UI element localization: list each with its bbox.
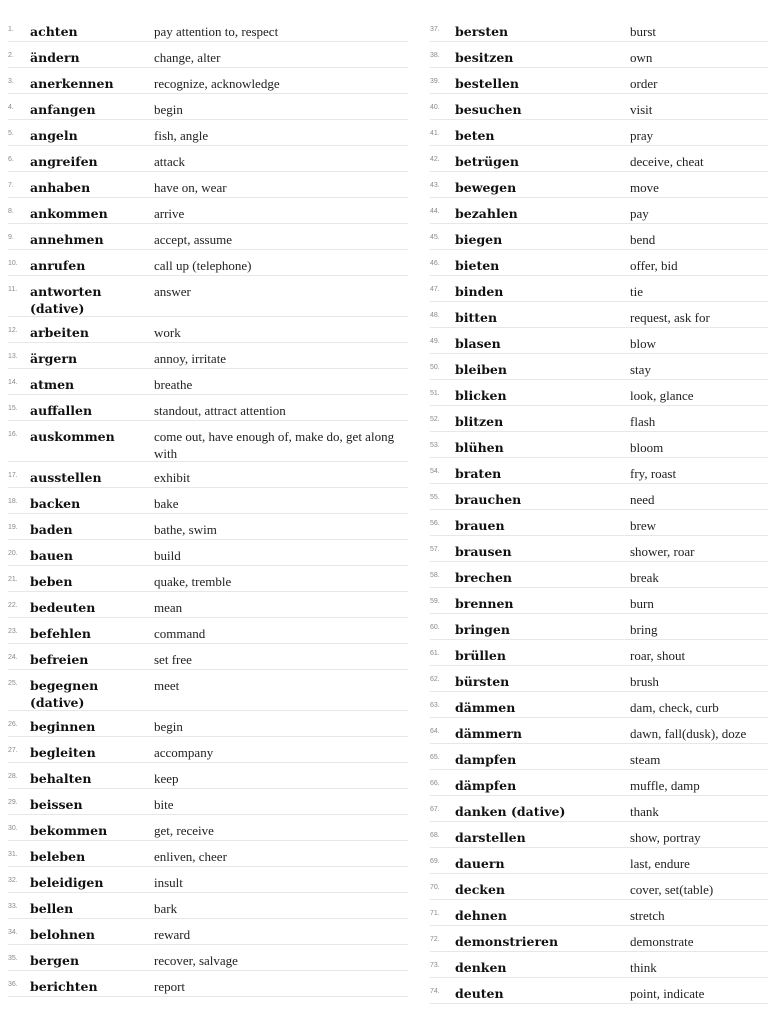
german-verb: beben (30, 574, 73, 589)
english-translation: shower, roar (630, 544, 695, 559)
verb-number: 19. (8, 524, 18, 531)
verb-row (430, 250, 768, 276)
verb-number: 59. (430, 598, 440, 605)
verb-number: 16. (8, 431, 18, 438)
english-translation: demonstrate (630, 934, 694, 949)
verb-number: 69. (430, 858, 440, 865)
german-verb: biegen (455, 232, 503, 247)
verb-number: 56. (430, 520, 440, 527)
english-translation: answer (154, 284, 191, 299)
verb-number: 43. (430, 182, 440, 189)
german-verb: bleiben (455, 362, 507, 377)
verb-number: 8. (8, 208, 14, 215)
german-verb: danken (dative) (455, 804, 566, 819)
verb-number: 45. (430, 234, 440, 241)
german-verb: bersten (455, 24, 509, 39)
verb-row (430, 562, 768, 588)
german-verb: auskommen (30, 429, 115, 444)
english-translation: enliven, cheer (154, 849, 227, 864)
verb-number: 28. (8, 773, 18, 780)
english-translation: work (154, 325, 181, 340)
verb-row (8, 488, 408, 514)
english-translation: burst (630, 24, 656, 39)
verb-number: 71. (430, 910, 440, 917)
verb-row (8, 94, 408, 120)
english-translation: move (630, 180, 659, 195)
verb-number: 73. (430, 962, 440, 969)
german-verb: bauen (30, 548, 73, 563)
verb-number: 31. (8, 851, 18, 858)
german-verb: decken (455, 882, 506, 897)
verb-number: 6. (8, 156, 14, 163)
verb-row (430, 276, 768, 302)
verb-number: 48. (430, 312, 440, 319)
verb-row (8, 514, 408, 540)
verb-number: 57. (430, 546, 440, 553)
english-translation: last, endure (630, 856, 690, 871)
english-translation: bathe, swim (154, 522, 217, 537)
german-verb: baden (30, 522, 73, 537)
verb-number: 52. (430, 416, 440, 423)
english-translation: bend (630, 232, 656, 247)
english-translation: bring (630, 622, 658, 637)
verb-number: 11. (8, 286, 18, 293)
german-verb: bedeuten (30, 600, 96, 615)
verb-number: 51. (430, 390, 440, 397)
german-verb: anrufen (30, 258, 86, 273)
verb-row (430, 614, 768, 640)
verb-row (430, 978, 768, 1004)
english-translation: have on, wear (154, 180, 227, 195)
german-verb: dauern (455, 856, 505, 871)
german-verb: brechen (455, 570, 513, 585)
verb-row (430, 354, 768, 380)
english-translation: bake (154, 496, 179, 511)
verb-number: 22. (8, 602, 18, 609)
verb-row (430, 926, 768, 952)
verb-row (8, 395, 408, 421)
verb-row (430, 666, 768, 692)
english-translation: bite (154, 797, 174, 812)
verb-number: 23. (8, 628, 18, 635)
german-verb: atmen (30, 377, 75, 392)
english-translation: accompany (154, 745, 214, 760)
english-translation: roar, shout (630, 648, 686, 663)
english-translation: standout, attract attention (154, 403, 286, 418)
english-translation: stretch (630, 908, 665, 923)
english-translation: recognize, acknowledge (154, 76, 280, 91)
verb-row (430, 718, 768, 744)
verb-row (8, 172, 408, 198)
verb-number: 47. (430, 286, 440, 293)
verb-row (8, 16, 408, 42)
verb-row (430, 302, 768, 328)
verb-row (430, 536, 768, 562)
verb-row (430, 952, 768, 978)
verb-row (8, 250, 408, 276)
english-translation: pray (630, 128, 654, 143)
german-verb: dehnen (455, 908, 507, 923)
english-translation: exhibit (154, 470, 191, 485)
german-verb: befreien (30, 652, 89, 667)
german-verb: ärgern (30, 351, 78, 366)
verb-number: 53. (430, 442, 440, 449)
german-verb: bezahlen (455, 206, 518, 221)
verb-number: 9. (8, 234, 14, 241)
german-verb: binden (455, 284, 504, 299)
verb-column-right (430, 16, 768, 1004)
german-verb: beten (455, 128, 495, 143)
english-translation: request, ask for (630, 310, 710, 325)
verb-number: 36. (8, 981, 18, 988)
german-verb: backen (30, 496, 81, 511)
german-verb: blasen (455, 336, 501, 351)
verb-number: 38. (430, 52, 440, 59)
verb-row (430, 744, 768, 770)
verb-row (430, 94, 768, 120)
german-verb: begleiten (30, 745, 96, 760)
verb-number: 21. (8, 576, 18, 583)
verb-row (8, 566, 408, 592)
english-translation: show, portray (630, 830, 701, 845)
german-verb: brauchen (455, 492, 522, 507)
verb-row (430, 484, 768, 510)
english-translation: pay attention to, respect (154, 24, 279, 39)
english-translation: quake, tremble (154, 574, 232, 589)
verb-number: 40. (430, 104, 440, 111)
german-verb: bekommen (30, 823, 108, 838)
verb-number: 50. (430, 364, 440, 371)
english-translation: dawn, fall(dusk), doze (630, 726, 747, 741)
verb-row (430, 380, 768, 406)
german-verb: begegnen (dative) (30, 678, 99, 710)
english-translation: bloom (630, 440, 664, 455)
german-verb: denken (455, 960, 507, 975)
german-verb: belohnen (30, 927, 95, 942)
verb-number: 46. (430, 260, 440, 267)
english-translation: mean (154, 600, 183, 615)
verb-number: 54. (430, 468, 440, 475)
verb-row (8, 317, 408, 343)
verb-row (8, 971, 408, 997)
english-translation: keep (154, 771, 179, 786)
english-translation: thank (630, 804, 659, 819)
verb-number: 72. (430, 936, 440, 943)
verb-number: 55. (430, 494, 440, 501)
english-translation: break (630, 570, 659, 585)
verb-row (8, 711, 408, 737)
verb-number: 26. (8, 721, 18, 728)
verb-number: 1. (8, 26, 14, 33)
verb-number: 60. (430, 624, 440, 631)
german-verb: ändern (30, 50, 80, 65)
verb-number: 25. (8, 680, 18, 687)
verb-number: 29. (8, 799, 18, 806)
german-verb: brauen (455, 518, 505, 533)
english-translation: burn (630, 596, 654, 611)
verb-number: 42. (430, 156, 440, 163)
german-verb: blitzen (455, 414, 504, 429)
verb-row (430, 172, 768, 198)
verb-row (8, 618, 408, 644)
english-translation: offer, bid (630, 258, 678, 273)
english-translation: flash (630, 414, 656, 429)
german-verb: brüllen (455, 648, 506, 663)
verb-row (8, 146, 408, 172)
german-verb: besuchen (455, 102, 522, 117)
verb-number: 12. (8, 327, 18, 334)
verb-row (430, 874, 768, 900)
verb-number: 10. (8, 260, 18, 267)
english-translation: attack (154, 154, 186, 169)
german-verb: dämmern (455, 726, 522, 741)
verb-row (430, 42, 768, 68)
german-verb: behalten (30, 771, 92, 786)
german-verb: arbeiten (30, 325, 89, 340)
german-verb: berichten (30, 979, 98, 994)
english-translation: point, indicate (630, 986, 705, 1001)
verb-row (8, 592, 408, 618)
german-verb: beleben (30, 849, 86, 864)
german-verb: bringen (455, 622, 510, 637)
verb-row (430, 822, 768, 848)
verb-row (430, 900, 768, 926)
german-verb: brennen (455, 596, 514, 611)
verb-number: 68. (430, 832, 440, 839)
verb-number: 20. (8, 550, 18, 557)
verb-row (430, 770, 768, 796)
english-translation: begin (154, 719, 183, 734)
verb-row (8, 644, 408, 670)
english-translation: brush (630, 674, 659, 689)
english-translation: meet (154, 678, 180, 693)
verb-row (430, 406, 768, 432)
english-translation: annoy, irritate (154, 351, 227, 366)
verb-number: 2. (8, 52, 14, 59)
english-translation: visit (630, 102, 653, 117)
verb-number: 34. (8, 929, 18, 936)
verb-row (430, 588, 768, 614)
german-verb: blicken (455, 388, 507, 403)
verb-row (8, 462, 408, 488)
english-translation: fry, roast (630, 466, 677, 481)
english-translation: get, receive (154, 823, 214, 838)
german-verb: anerkennen (30, 76, 114, 91)
verb-row (8, 42, 408, 68)
english-translation: call up (telephone) (154, 258, 252, 273)
verb-row (8, 198, 408, 224)
english-translation: accept, assume (154, 232, 232, 247)
english-translation: begin (154, 102, 183, 117)
german-verb: ausstellen (30, 470, 102, 485)
english-translation: think (630, 960, 657, 975)
german-verb: beissen (30, 797, 83, 812)
english-translation: command (154, 626, 206, 641)
verb-row (8, 68, 408, 94)
german-verb: bitten (455, 310, 498, 325)
german-verb: bergen (30, 953, 80, 968)
german-verb: annehmen (30, 232, 104, 247)
german-verb: besitzen (455, 50, 514, 65)
german-verb: dampfen (455, 752, 517, 767)
german-verb: auffallen (30, 403, 93, 418)
verb-row (430, 328, 768, 354)
verb-row (430, 640, 768, 666)
verb-row (8, 120, 408, 146)
english-translation: steam (630, 752, 661, 767)
verb-row (8, 893, 408, 919)
verb-row (430, 224, 768, 250)
verb-row (8, 919, 408, 945)
verb-number: 7. (8, 182, 14, 189)
english-translation: change, alter (154, 50, 221, 65)
german-verb: brausen (455, 544, 512, 559)
verb-number: 18. (8, 498, 18, 505)
english-translation: tie (630, 284, 643, 299)
english-translation: arrive (154, 206, 185, 221)
english-translation: report (154, 979, 186, 994)
german-verb: bewegen (455, 180, 517, 195)
verb-row (8, 841, 408, 867)
english-translation: insult (154, 875, 183, 890)
verb-number: 4. (8, 104, 14, 111)
verb-number: 49. (430, 338, 440, 345)
verb-row (8, 737, 408, 763)
german-verb: bestellen (455, 76, 519, 91)
german-verb: bellen (30, 901, 74, 916)
verb-number: 70. (430, 884, 440, 891)
english-translation: set free (154, 652, 192, 667)
german-verb: antworten (dative) (30, 284, 102, 316)
verb-number: 37. (430, 26, 440, 33)
verb-row (430, 68, 768, 94)
verb-number: 65. (430, 754, 440, 761)
english-translation: blow (630, 336, 656, 351)
verb-row (8, 421, 408, 462)
english-translation: reward (154, 927, 191, 942)
german-verb: beleidigen (30, 875, 104, 890)
verb-number: 24. (8, 654, 18, 661)
german-verb: darstellen (455, 830, 526, 845)
german-verb: demonstrieren (455, 934, 559, 949)
verb-number: 14. (8, 379, 18, 386)
english-translation: order (630, 76, 658, 91)
verb-row (430, 120, 768, 146)
verb-number: 63. (430, 702, 440, 709)
english-translation: bark (154, 901, 178, 916)
verb-number: 32. (8, 877, 18, 884)
verb-number: 35. (8, 955, 18, 962)
verb-row (8, 763, 408, 789)
german-verb: befehlen (30, 626, 91, 641)
verb-number: 66. (430, 780, 440, 787)
verb-number: 58. (430, 572, 440, 579)
verb-row (430, 198, 768, 224)
verb-number: 44. (430, 208, 440, 215)
german-verb: beginnen (30, 719, 96, 734)
english-translation: recover, salvage (154, 953, 238, 968)
verb-number: 30. (8, 825, 18, 832)
verb-number: 17. (8, 472, 18, 479)
english-translation: deceive, cheat (630, 154, 704, 169)
verb-number: 33. (8, 903, 18, 910)
german-verb: dämpfen (455, 778, 517, 793)
german-verb: angreifen (30, 154, 98, 169)
verb-number: 15. (8, 405, 18, 412)
german-verb: blühen (455, 440, 504, 455)
english-translation: cover, set(table) (630, 882, 714, 897)
english-translation: stay (630, 362, 651, 377)
verb-number: 67. (430, 806, 440, 813)
verb-row (8, 343, 408, 369)
english-translation: come out, have enough of, make do, get along with (154, 429, 395, 461)
german-verb: deuten (455, 986, 504, 1001)
german-verb: angeln (30, 128, 78, 143)
verb-number: 13. (8, 353, 18, 360)
english-translation: pay (630, 206, 649, 221)
verb-number: 61. (430, 650, 440, 657)
verb-row (8, 670, 408, 711)
english-translation: build (154, 548, 181, 563)
verb-row (430, 510, 768, 536)
german-verb: betrügen (455, 154, 519, 169)
verb-number: 27. (8, 747, 18, 754)
german-verb: anhaben (30, 180, 91, 195)
english-translation: brew (630, 518, 656, 533)
german-verb: anfangen (30, 102, 96, 117)
german-verb: achten (30, 24, 78, 39)
verb-number: 62. (430, 676, 440, 683)
english-translation: own (630, 50, 653, 65)
verb-row (430, 692, 768, 718)
english-translation: fish, angle (154, 128, 209, 143)
verb-row (8, 945, 408, 971)
verb-number: 5. (8, 130, 14, 137)
verb-row (8, 276, 408, 317)
verb-row (430, 146, 768, 172)
verb-number: 3. (8, 78, 14, 85)
english-translation: dam, check, curb (630, 700, 719, 715)
verb-row (430, 458, 768, 484)
english-translation: muffle, damp (630, 778, 700, 793)
verb-row (8, 815, 408, 841)
german-verb: bürsten (455, 674, 510, 689)
verb-row (8, 224, 408, 250)
german-verb: ankommen (30, 206, 108, 221)
verb-number: 41. (430, 130, 440, 137)
verb-column-left (8, 16, 408, 997)
verb-row (430, 16, 768, 42)
verb-row (430, 432, 768, 458)
english-translation: need (630, 492, 655, 507)
english-translation: look, glance (630, 388, 694, 403)
german-verb: bieten (455, 258, 500, 273)
verb-row (430, 796, 768, 822)
verb-row (8, 867, 408, 893)
verb-number: 64. (430, 728, 440, 735)
verb-row (8, 369, 408, 395)
verb-number: 39. (430, 78, 440, 85)
german-verb: dämmen (455, 700, 516, 715)
german-verb: braten (455, 466, 502, 481)
verb-row (8, 789, 408, 815)
verb-row (430, 848, 768, 874)
verb-row (8, 540, 408, 566)
english-translation: breathe (154, 377, 193, 392)
verb-number: 74. (430, 988, 440, 995)
